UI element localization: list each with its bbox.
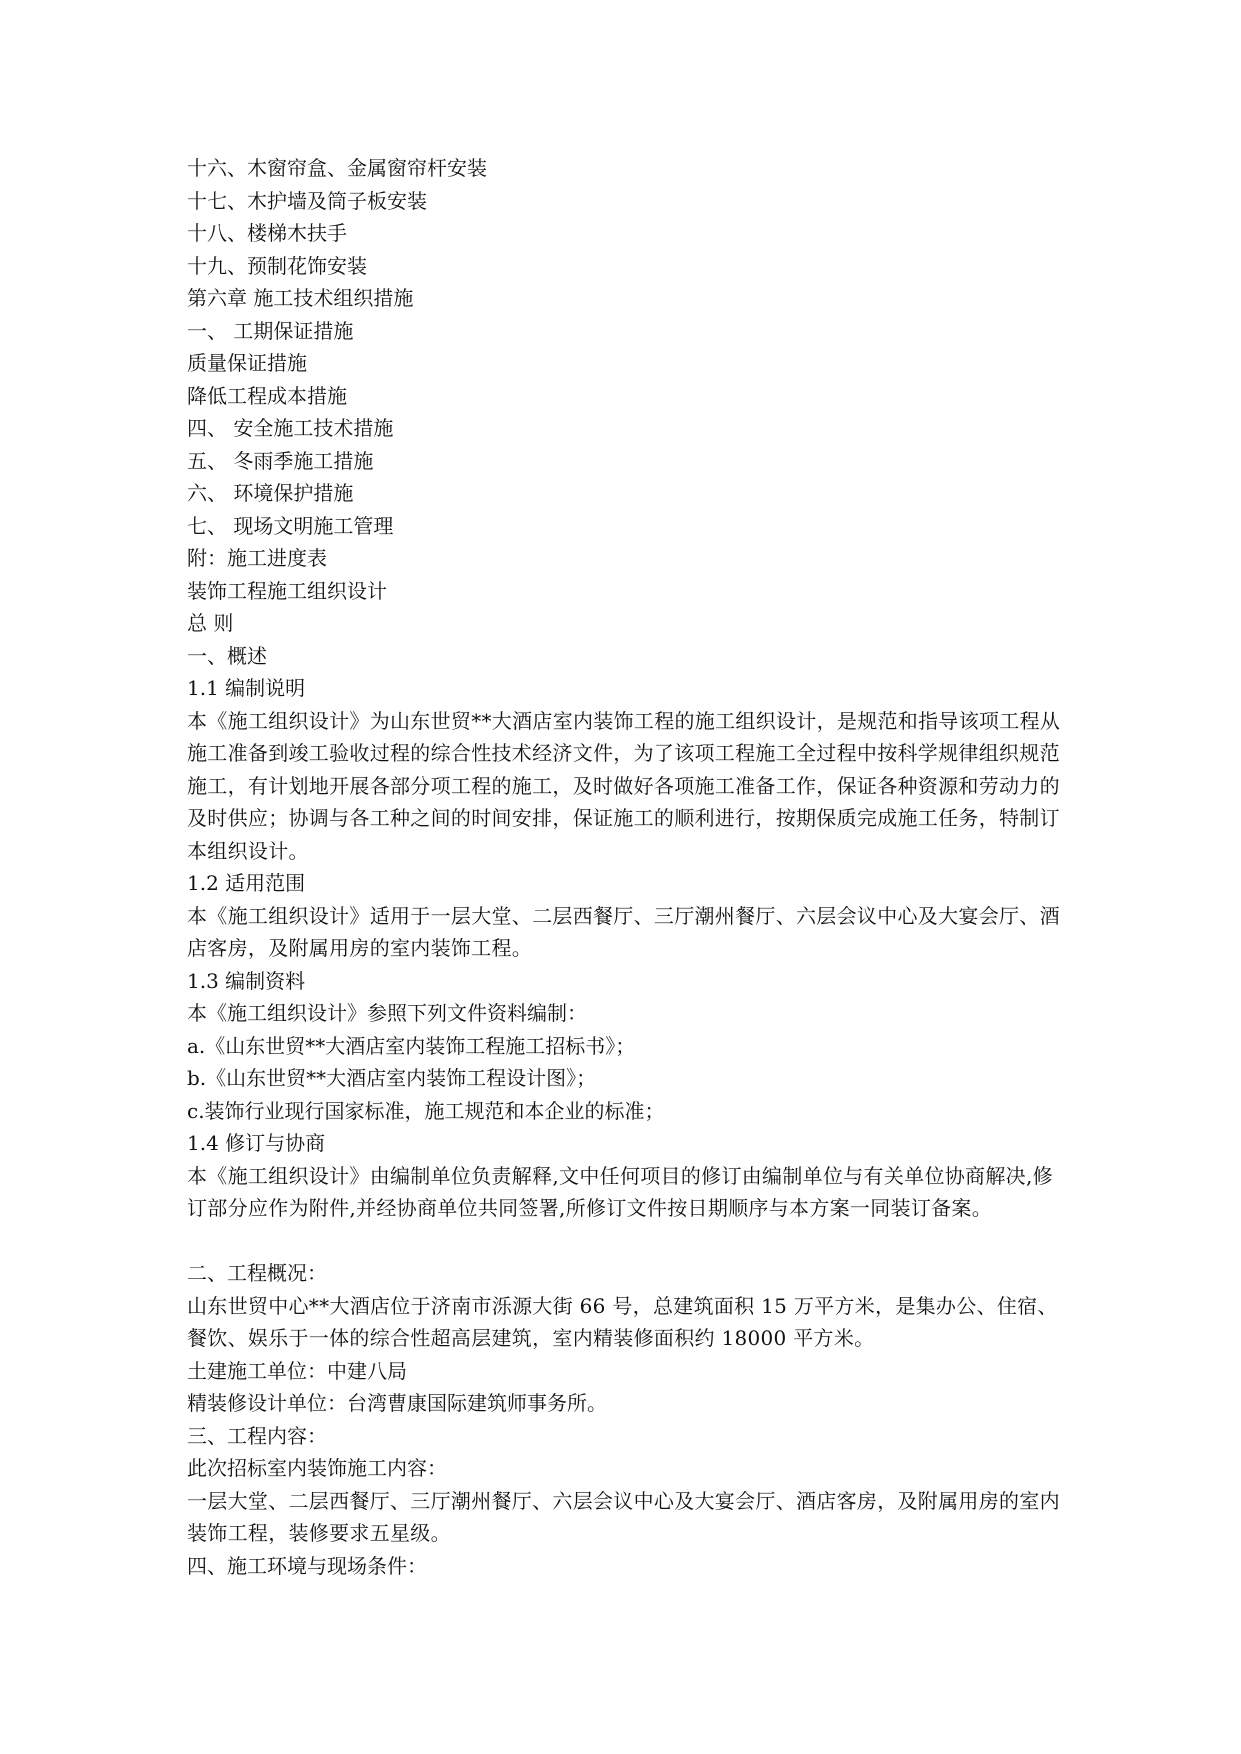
info-line: 土建施工单位：中建八局 xyxy=(187,1358,407,1383)
section-heading: 一、概述 xyxy=(187,643,267,668)
reference-line: c.装饰行业现行国家标准，施工规范和本企业的标准； xyxy=(187,1098,665,1123)
info-line: 精装修设计单位：台湾曹康国际建筑师事务所。 xyxy=(187,1391,607,1415)
toc-line: 五、 冬雨季施工措施 xyxy=(187,448,374,473)
info-line: 此次招标室内装饰施工内容： xyxy=(187,1456,447,1480)
section-heading: 总 则 xyxy=(187,611,234,635)
blank-line xyxy=(187,1225,1067,1258)
subsection-heading: 1.1 编制说明 xyxy=(187,676,306,700)
paragraph-2: 山东世贸中心**大酒店位于济南市泺源大街 66 号，总建筑面积 15 万平方米，是集办公、住宿、餐饮、娱乐于一体的综合性超高层建筑，室内精装修面积约 18000 平方米。 xyxy=(187,1293,1058,1350)
reference-line: 本《施工组织设计》参照下列文件资料编制： xyxy=(187,1001,587,1025)
toc-line: 十八、楼梯木扶手 xyxy=(187,221,347,245)
section-heading: 四、施工环境与现场条件： xyxy=(187,1553,427,1578)
toc-line: 一、 工期保证措施 xyxy=(187,318,354,343)
toc-line: 六、 环境保护措施 xyxy=(187,481,354,505)
paragraph-1-2: 本《施工组织设计》适用于一层大堂、二层西餐厅、三厅潮州餐厅、六层会议中心及大宴会厅、酒店客房，及附属用房的室内装饰工程。 xyxy=(187,903,1060,960)
reference-line: b.《山东世贸**大酒店室内装饰工程设计图》； xyxy=(187,1066,597,1090)
subsection-heading: 1.3 编制资料 xyxy=(187,968,306,993)
section-heading: 三、工程内容： xyxy=(187,1423,327,1448)
paragraph-1-4: 本《施工组织设计》由编制单位负责解释,文中任何项目的修订由编制单位与有关单位协商解决,修订部分应作为附件,并经协商单位共同签署,所修订文件按日期顺序与本方案一同装订备案。 xyxy=(187,1163,1053,1220)
toc-line: 七、 现场文明施工管理 xyxy=(187,513,394,538)
reference-line: a.《山东世贸**大酒店室内装饰工程施工招标书》； xyxy=(187,1033,636,1058)
document-page xyxy=(187,152,1067,1582)
paragraph-1-1: 本《施工组织设计》为山东世贸**大酒店室内装饰工程的施工组织设计，是规范和指导该项工程从施工准备到竣工验收过程的综合性技术经济文件，为了该项工程施工全过程中按科学规律组织规范施工，有计划地开展各部分项工程的施工，及时做好各项施工准备工作，保证各种资源和劳动力的及时供应；协调与各工种之间的时间安排，保证施工的顺利进行，按期保质完成施工任务，特制订本组织设计。 xyxy=(187,708,1061,863)
subsection-heading: 1.4 修订与协商 xyxy=(187,1131,326,1155)
toc-line: 十七、木护墙及筒子板安装 xyxy=(187,188,427,213)
paragraph-3: 一层大堂、二层西餐厅、三厅潮州餐厅、六层会议中心及大宴会厅、酒店客房，及附属用房的室内装饰工程，装修要求五星级。 xyxy=(187,1488,1060,1545)
subsection-heading: 1.2 适用范围 xyxy=(187,871,306,895)
toc-chapter-line: 第六章 施工技术组织措施 xyxy=(187,286,414,310)
toc-line: 十六、木窗帘盒、金属窗帘杆安装 xyxy=(187,156,487,180)
toc-line: 质量保证措施 xyxy=(187,351,307,375)
toc-line: 附：施工进度表 xyxy=(187,546,327,570)
toc-line: 四、 安全施工技术措施 xyxy=(187,416,394,440)
toc-line: 十九、预制花饰安装 xyxy=(187,253,367,278)
toc-line: 降低工程成本措施 xyxy=(187,383,347,408)
document-title: 装饰工程施工组织设计 xyxy=(187,578,387,603)
section-heading: 二、工程概况： xyxy=(187,1261,327,1285)
